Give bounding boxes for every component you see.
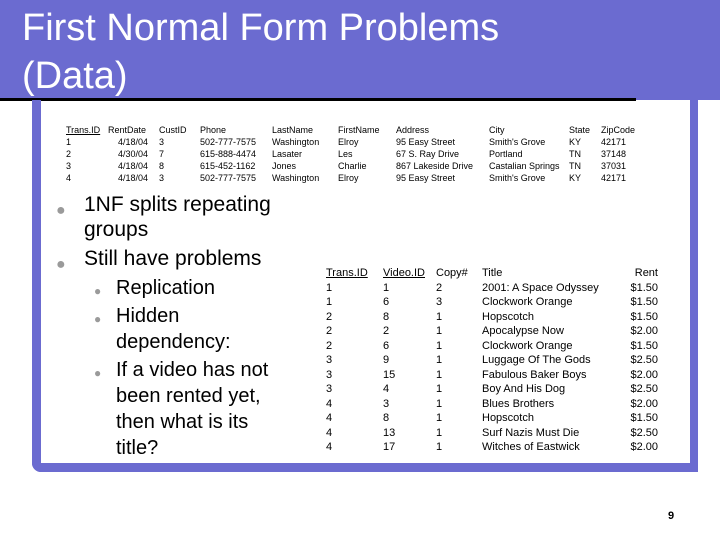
slide-title-line2: (Data) bbox=[22, 55, 128, 97]
table-cell: 9 bbox=[383, 354, 390, 366]
table-cell: 4/18/04 bbox=[118, 173, 149, 183]
table-row bbox=[66, 160, 635, 172]
bullet-dot-icon: ● bbox=[94, 312, 102, 326]
table-cell: 1 bbox=[326, 296, 333, 308]
table-cell: $2.50 bbox=[630, 383, 658, 395]
table-row bbox=[66, 148, 635, 160]
col-header: FirstName bbox=[338, 125, 380, 135]
page-number: 9 bbox=[668, 510, 675, 522]
col-header: RentDate bbox=[108, 125, 147, 135]
table-cell: 6 bbox=[383, 339, 390, 352]
table-header-row bbox=[66, 124, 635, 136]
table-cell: 1 bbox=[436, 354, 443, 366]
sub-bullet-item bbox=[94, 275, 356, 301]
table-cell: Witches of Eastwick bbox=[482, 441, 580, 453]
table-cell: 502-777-7575 bbox=[200, 137, 257, 147]
sub-bullet-list bbox=[60, 275, 356, 461]
video-table bbox=[326, 266, 658, 455]
table-cell: 17 bbox=[383, 441, 396, 453]
table-cell: 1 bbox=[436, 310, 443, 323]
table-cell: 3 bbox=[159, 173, 165, 183]
table-cell: 42171 bbox=[601, 173, 627, 183]
frame-bottom-bar bbox=[32, 463, 698, 472]
table-cell: $2.50 bbox=[630, 426, 658, 439]
table-cell: $2.50 bbox=[630, 354, 658, 366]
table-row bbox=[326, 310, 658, 325]
bullet-dot-icon: ● bbox=[94, 366, 102, 380]
table-cell: 3 bbox=[326, 354, 333, 366]
table-row bbox=[326, 397, 658, 412]
table-cell: 15 bbox=[383, 368, 396, 381]
table-cell: Fabulous Baker Boys bbox=[482, 368, 587, 381]
table-row bbox=[326, 324, 658, 339]
table-cell: 2 bbox=[66, 149, 72, 159]
table-cell: 867 Lakeside Drive bbox=[396, 161, 474, 171]
col-header: Copy# bbox=[436, 267, 468, 279]
table-cell: 2 bbox=[326, 339, 333, 352]
col-header: ZipCode bbox=[601, 125, 636, 135]
table-cell: 7 bbox=[159, 149, 165, 159]
table-row bbox=[326, 426, 658, 441]
table-cell: 502-777-7575 bbox=[200, 173, 257, 183]
table-cell: 4/18/04 bbox=[118, 161, 149, 171]
table-cell: KY bbox=[569, 137, 582, 147]
table-cell: $1.50 bbox=[630, 281, 658, 294]
bullet-dot-icon: ● bbox=[56, 202, 66, 219]
table-cell: 4 bbox=[66, 173, 72, 183]
bullet-list bbox=[56, 192, 356, 463]
table-cell: 2001: A Space Odyssey bbox=[482, 281, 599, 294]
sub-bullet-item bbox=[94, 303, 296, 355]
title-underline bbox=[0, 98, 636, 101]
table-cell: 3 bbox=[383, 397, 390, 410]
table-cell: KY bbox=[569, 173, 582, 183]
table-cell: 3 bbox=[66, 161, 72, 171]
table-cell: 1 bbox=[436, 426, 443, 439]
table-cell: 1 bbox=[66, 137, 72, 147]
table-row bbox=[66, 136, 635, 148]
table-cell: 1 bbox=[436, 368, 443, 381]
table-cell: $2.00 bbox=[630, 397, 658, 410]
table-cell: 4 bbox=[326, 397, 333, 410]
slide-title-line1: First Normal Form Problems bbox=[22, 7, 500, 49]
col-header: Rent bbox=[634, 267, 658, 279]
table-cell: Hopscotch bbox=[482, 412, 534, 424]
table-cell: 1 bbox=[436, 339, 443, 352]
table-cell: Blues Brothers bbox=[482, 397, 555, 410]
table-cell: 2 bbox=[383, 325, 390, 337]
table-cell: 13 bbox=[383, 426, 396, 439]
table-cell: Surf Nazis Must Die bbox=[482, 426, 580, 439]
slide-title bbox=[22, 4, 499, 100]
table-cell: 2 bbox=[326, 310, 333, 323]
table-cell: 4 bbox=[326, 441, 333, 453]
col-header: City bbox=[489, 125, 505, 135]
table-cell: Castalian Springs bbox=[489, 161, 560, 171]
table-row bbox=[66, 172, 635, 184]
table-cell: 3 bbox=[326, 383, 333, 395]
table-cell: Hopscotch bbox=[482, 310, 534, 323]
sub-bullet-text: Replication bbox=[116, 277, 215, 299]
table-cell: 4 bbox=[326, 426, 333, 439]
bullet-item bbox=[56, 246, 356, 273]
table-cell: 4 bbox=[383, 383, 390, 395]
table-cell: 4/18/04 bbox=[118, 137, 149, 147]
table-cell: 1 bbox=[326, 281, 333, 294]
table-cell: Elroy bbox=[338, 137, 359, 147]
col-header: Trans.ID bbox=[66, 125, 101, 135]
table-cell: 8 bbox=[159, 161, 165, 171]
bullet-item bbox=[56, 192, 324, 242]
table-cell: Lasater bbox=[272, 149, 303, 159]
table-cell: 2 bbox=[436, 281, 443, 294]
table-cell: Boy And His Dog bbox=[482, 383, 566, 395]
table-cell: 42171 bbox=[601, 137, 627, 147]
table-cell: 3 bbox=[436, 296, 443, 308]
table-cell: 3 bbox=[159, 137, 165, 147]
table-cell: 8 bbox=[383, 310, 390, 323]
table-cell: $2.00 bbox=[630, 368, 658, 381]
col-header: Phone bbox=[200, 125, 227, 135]
col-header: LastName bbox=[272, 125, 314, 135]
table-cell: Charlie bbox=[338, 161, 367, 171]
col-header: State bbox=[569, 125, 591, 135]
table-cell: 67 S. Ray Drive bbox=[396, 149, 460, 159]
table-row bbox=[326, 440, 658, 455]
bullet-text: Still have problems bbox=[84, 247, 262, 270]
table-row bbox=[326, 382, 658, 397]
col-header: CustID bbox=[159, 125, 187, 135]
table-cell: $2.00 bbox=[630, 325, 658, 337]
table-cell: 1 bbox=[436, 325, 443, 337]
table-row bbox=[326, 295, 658, 310]
customer-table bbox=[66, 124, 635, 184]
bullet-dot-icon: ● bbox=[56, 256, 66, 273]
table-cell: 4 bbox=[326, 412, 333, 424]
table-cell: 1 bbox=[436, 397, 443, 410]
table-cell: Clockwork Orange bbox=[482, 296, 573, 308]
sub-bullet-text: Hidden dependency: bbox=[116, 305, 231, 353]
col-header: Video.ID bbox=[383, 267, 425, 279]
table-cell: $1.50 bbox=[630, 310, 658, 323]
table-cell: Clockwork Orange bbox=[482, 339, 573, 352]
table-cell: $1.50 bbox=[630, 339, 658, 352]
col-header: Title bbox=[482, 267, 503, 279]
table-cell: Apocalypse Now bbox=[482, 325, 564, 337]
bullet-dot-icon: ● bbox=[94, 284, 102, 298]
bullet-text: 1NF splits repeating groups bbox=[84, 193, 271, 241]
frame-left-bar bbox=[32, 100, 41, 472]
table-row bbox=[326, 353, 658, 368]
table-cell: 8 bbox=[383, 412, 390, 424]
table-cell: $1.50 bbox=[630, 296, 658, 308]
table-row bbox=[326, 411, 658, 426]
table-cell: Washington bbox=[272, 137, 320, 147]
table-cell: 95 Easy Street bbox=[396, 173, 456, 183]
table-cell: Jones bbox=[272, 161, 297, 171]
table-cell: TN bbox=[569, 149, 581, 159]
table-cell: 1 bbox=[436, 441, 443, 453]
col-header: Trans.ID bbox=[326, 267, 368, 279]
table-row bbox=[326, 339, 658, 354]
table-cell: 2 bbox=[326, 325, 333, 337]
table-cell: 615-452-1162 bbox=[200, 161, 256, 171]
table-cell: $1.50 bbox=[630, 412, 658, 424]
table-cell: Les bbox=[338, 149, 353, 159]
table-header-row bbox=[326, 266, 658, 281]
sub-bullet-item bbox=[94, 357, 296, 461]
table-cell: 95 Easy Street bbox=[396, 137, 456, 147]
table-cell: 3 bbox=[326, 368, 333, 381]
table-cell: Elroy bbox=[338, 173, 359, 183]
col-header: Address bbox=[396, 125, 430, 135]
table-cell: 37031 bbox=[601, 161, 627, 171]
table-cell: Luggage Of The Gods bbox=[482, 354, 591, 366]
table-cell: Portland bbox=[489, 149, 523, 159]
table-cell: TN bbox=[569, 161, 581, 171]
table-row bbox=[326, 368, 658, 383]
sub-bullet-text: If a video has not been rented yet, then what is its title? bbox=[116, 359, 269, 459]
table-row bbox=[326, 281, 658, 296]
table-cell: Smith's Grove bbox=[489, 173, 546, 183]
table-cell: $2.00 bbox=[630, 441, 658, 453]
table-cell: 615-888-4474 bbox=[200, 149, 257, 159]
table-cell: 1 bbox=[436, 383, 443, 395]
table-cell: Washington bbox=[272, 173, 320, 183]
table-cell: Smith's Grove bbox=[489, 137, 546, 147]
table-cell: 1 bbox=[436, 412, 443, 424]
frame-right-bar bbox=[690, 12, 698, 472]
table-cell: 37148 bbox=[601, 149, 627, 159]
table-cell: 1 bbox=[383, 281, 390, 294]
table-cell: 4/30/04 bbox=[118, 149, 149, 159]
table-cell: 6 bbox=[383, 296, 390, 308]
